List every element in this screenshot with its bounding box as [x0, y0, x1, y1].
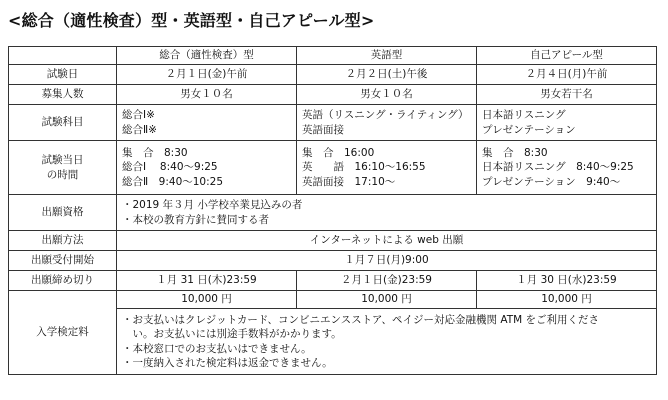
subject-item: 英語（リスニング・ライティング）	[302, 109, 469, 122]
eligibility-item: ・2019 年３月 小学校卒業見込みの者	[122, 199, 303, 212]
row-label-application-start: 出願受付開始	[9, 251, 117, 271]
subjects-sogo	[117, 105, 297, 141]
schedule-item: 英 語 16:10～16:55	[302, 161, 426, 174]
deadline-sogo: １月 31 日(木)23:59	[117, 271, 297, 291]
subject-item: 総合Ⅰ※	[122, 109, 155, 122]
schedule-item: 集 合 8:30	[482, 147, 548, 160]
fee-self-appeal: 10,000 円	[477, 291, 657, 309]
capacity-eigo: 男女１０名	[297, 85, 477, 105]
row-label-deadline: 出願締め切り	[9, 271, 117, 291]
row-label-exam-date: 試験日	[9, 65, 117, 85]
deadline-self-appeal: １月 30 日(水)23:59	[477, 271, 657, 291]
capacity-sogo: 男女１０名	[117, 85, 297, 105]
schedule-item: 集 合 8:30	[122, 147, 188, 160]
deadline-eigo: ２月１日(金)23:59	[297, 271, 477, 291]
method-row	[9, 231, 657, 251]
eligibility-items	[117, 195, 657, 231]
column-header-sogo: 総合（適性検査）型	[117, 47, 297, 65]
admission-table	[8, 46, 657, 375]
row-label-line: 試験当日	[41, 154, 84, 167]
row-label-eligibility: 出願資格	[9, 195, 117, 231]
subjects-self-appeal	[477, 105, 657, 141]
schedule-item: 日本語リスニング 8:40～9:25	[482, 161, 634, 174]
exam-date-eigo: ２月２日(土)午後	[297, 65, 477, 85]
schedule-item: 英語面接 17:10～	[302, 175, 396, 188]
subjects-row	[9, 105, 657, 141]
fee-note: ・一度納入された検定料は返金できません。	[122, 356, 333, 369]
fee-amount-row	[9, 291, 657, 309]
subject-item: プレゼンテーション	[482, 123, 576, 136]
fee-note: い。お支払いには別途手数料がかかります。	[122, 328, 342, 341]
section-heading: <総合（適性検査）型・英語型・自己アピール型>	[8, 11, 375, 30]
capacity-row	[9, 85, 657, 105]
fee-notes	[117, 309, 657, 375]
exam-date-sogo: ２月１日(金)午前	[117, 65, 297, 85]
deadline-row	[9, 271, 657, 291]
schedule-item: プレゼンテーション 9:40～	[482, 175, 621, 188]
subject-item: 総合Ⅱ※	[122, 123, 157, 136]
subject-item: 英語面接	[302, 123, 344, 136]
schedule-sogo	[117, 141, 297, 195]
row-label-capacity: 募集人数	[9, 85, 117, 105]
schedule-row	[9, 141, 657, 195]
fee-sogo: 10,000 円	[117, 291, 297, 309]
fee-eigo: 10,000 円	[297, 291, 477, 309]
exam-date-self-appeal: ２月４日(月)午前	[477, 65, 657, 85]
application-start-value: １月７日(月)9:00	[117, 251, 657, 271]
column-header-eigo: 英語型	[297, 47, 477, 65]
row-label-subjects: 試験科目	[9, 105, 117, 141]
exam-date-row	[9, 65, 657, 85]
schedule-eigo	[297, 141, 477, 195]
subjects-eigo	[297, 105, 477, 141]
row-label-schedule	[9, 141, 117, 195]
schedule-item: 総合Ⅰ 8:40～9:25	[122, 161, 218, 174]
schedule-self-appeal	[477, 141, 657, 195]
fee-note: ・お支払いはクレジットカード、コンビニエンスストア、ペイジー対応金融機関 ATM をご利用くださ	[122, 314, 600, 327]
capacity-self-appeal: 男女若干名	[477, 85, 657, 105]
schedule-item: 総合Ⅱ 9:40～10:25	[122, 175, 224, 188]
header-row	[9, 47, 657, 65]
row-label-fee: 入学検定料	[9, 291, 117, 375]
subject-item: 日本語リスニング	[482, 109, 566, 122]
application-start-row	[9, 251, 657, 271]
row-label-method: 出願方法	[9, 231, 117, 251]
header-corner	[9, 47, 117, 65]
column-header-self-appeal: 自己アピール型	[477, 47, 657, 65]
fee-note: ・本校窓口でのお支払いはできません。	[122, 342, 312, 355]
row-label-line: の時間	[46, 168, 79, 181]
eligibility-row	[9, 195, 657, 231]
method-value: インターネットによる web 出願	[117, 231, 657, 251]
eligibility-item: ・本校の教育方針に賛同する者	[122, 213, 269, 226]
schedule-item: 集 合 16:00	[302, 147, 375, 160]
